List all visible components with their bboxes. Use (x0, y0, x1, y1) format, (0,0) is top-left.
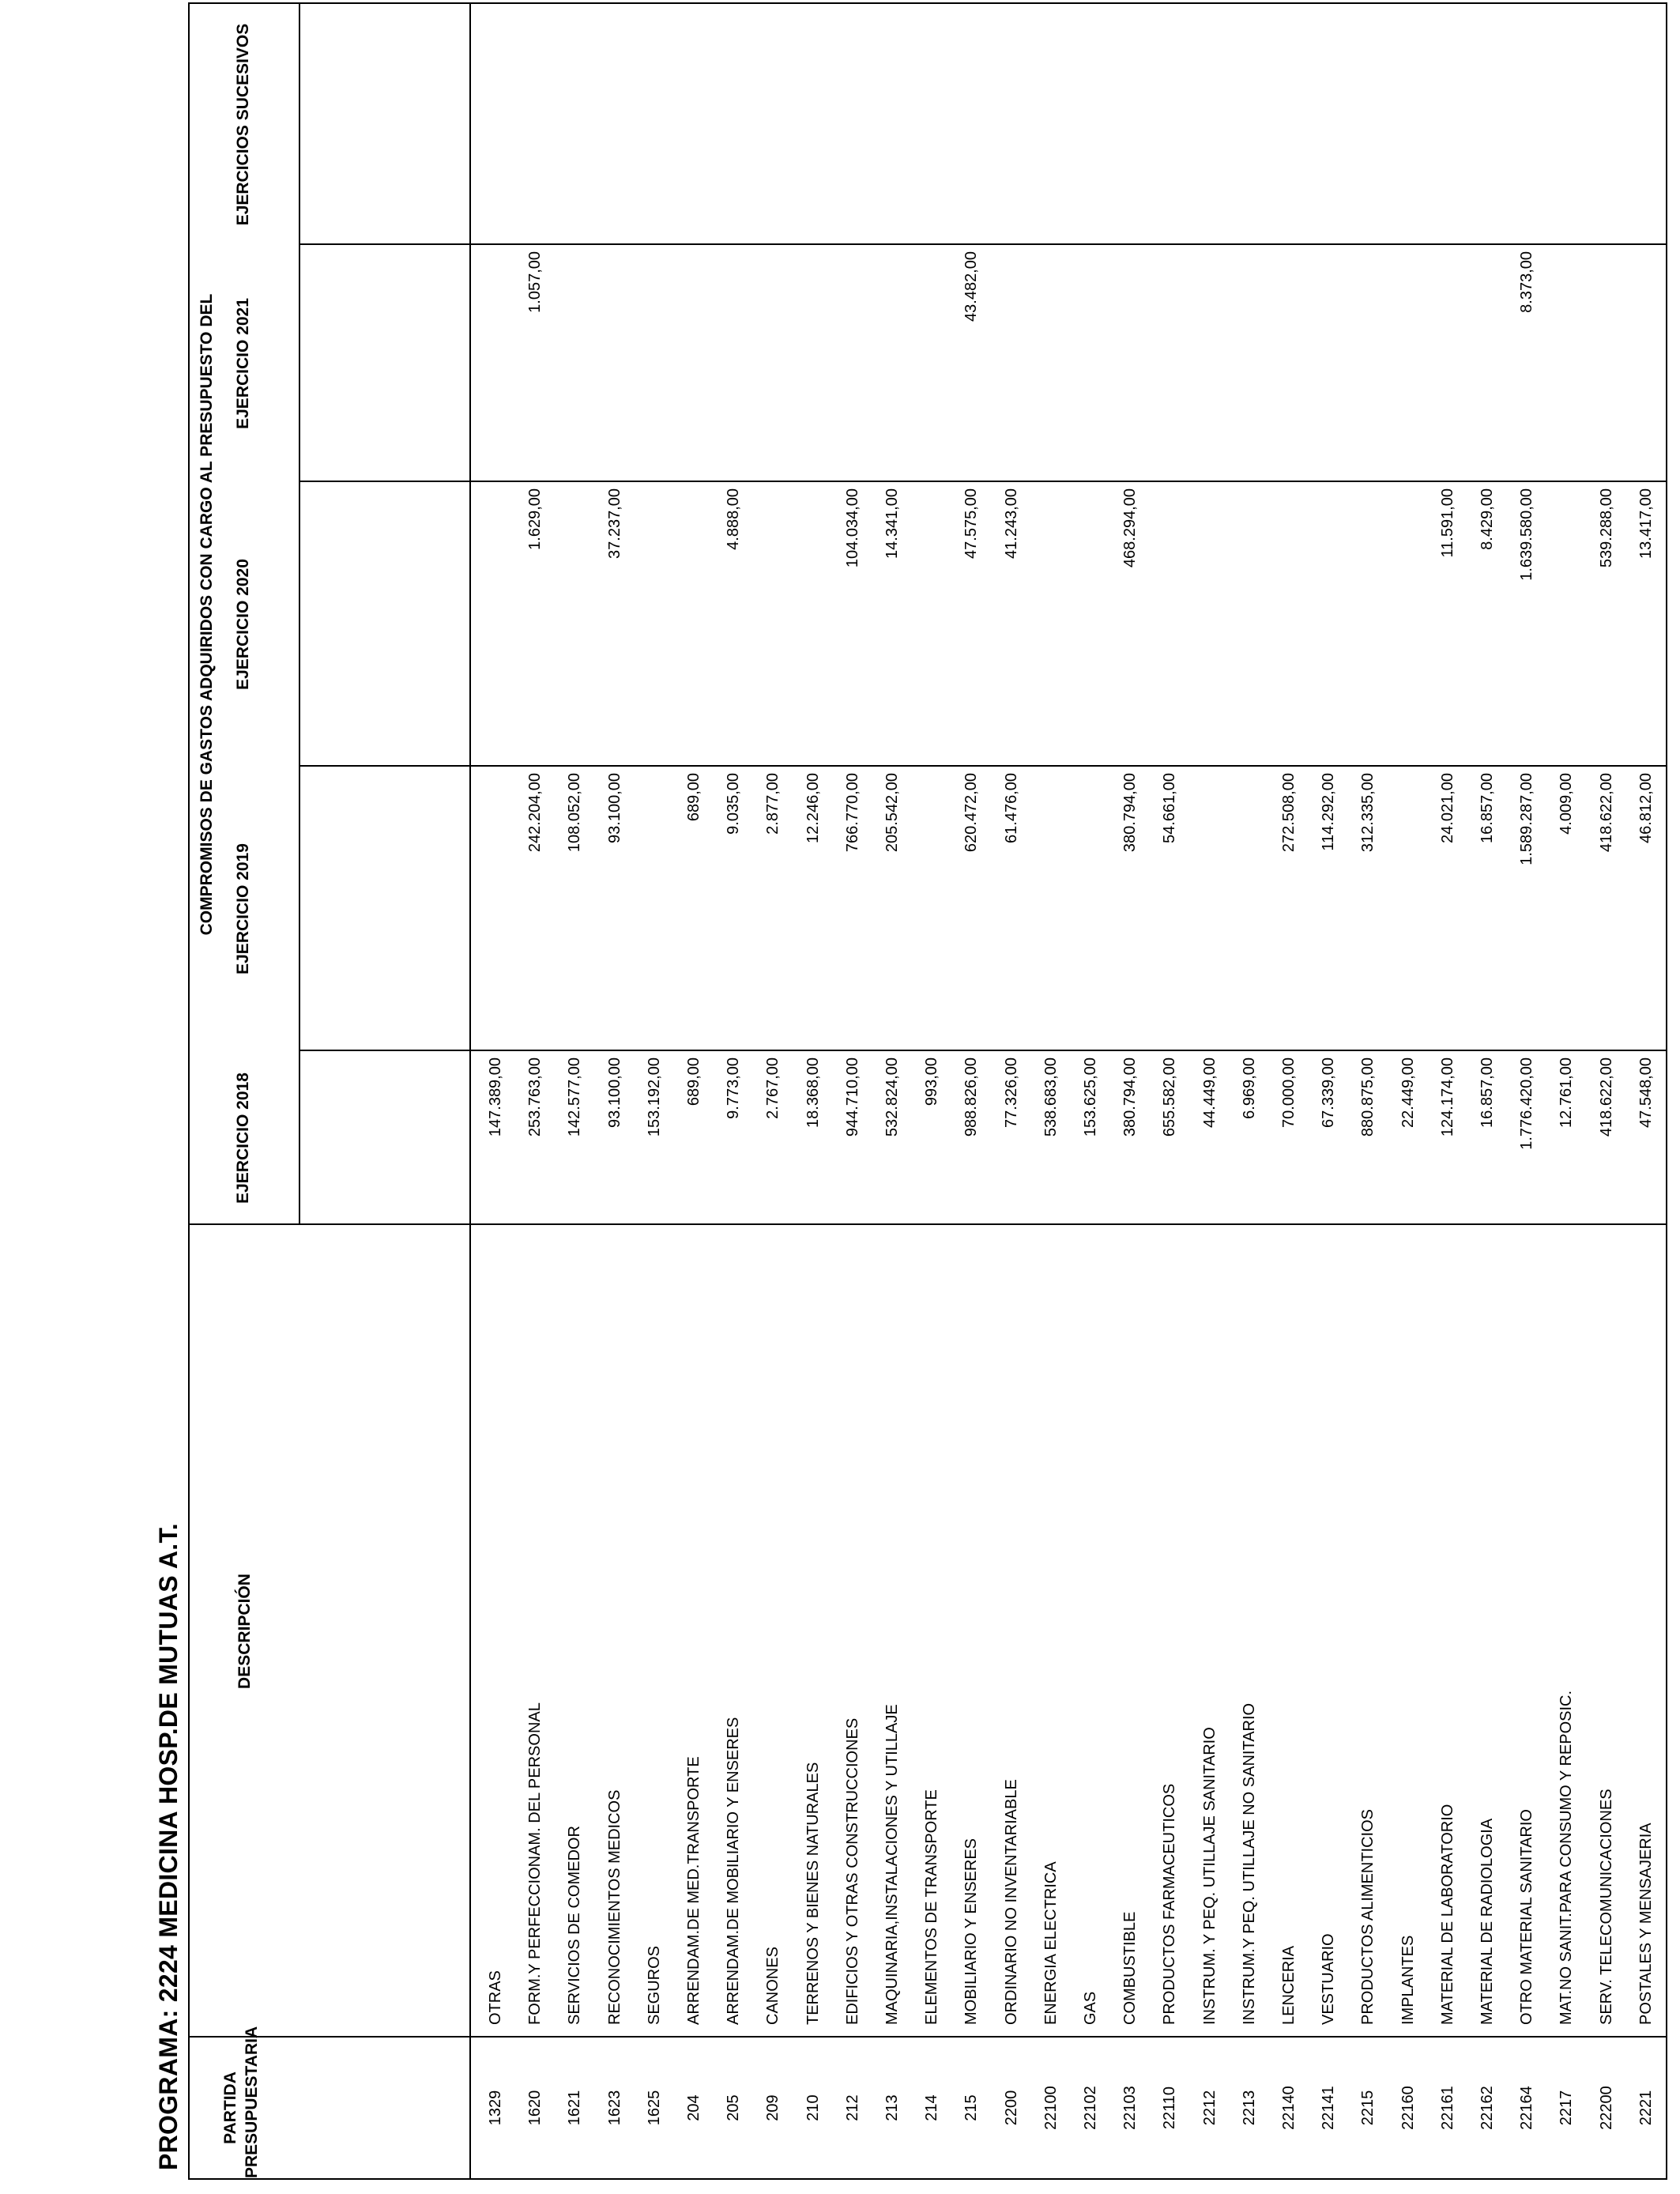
cell-ej2018: 70.000,00 (1280, 1057, 1298, 1128)
cell-descripcion: MAQUINARIA,INSTALACIONES Y UTILLAJE (883, 1704, 901, 2025)
cell-descripcion: COMBUSTIBLE (1121, 1911, 1139, 2025)
cell-ej2019: 46.812,00 (1637, 773, 1655, 843)
col-divider (299, 243, 1666, 245)
budget-table (188, 2, 1667, 2180)
cell-descripcion: ELEMENTOS DE TRANSPORTE (923, 1789, 940, 2025)
cell-ej2018: 12.761,00 (1558, 1057, 1575, 1128)
cell-ej2018: 124.174,00 (1439, 1057, 1456, 1137)
cell-partida: 22140 (1280, 2086, 1298, 2130)
cell-descripcion: PRODUCTOS FARMACEUTICOS (1161, 1783, 1178, 2025)
cell-ej2020: 539.288,00 (1598, 488, 1615, 568)
cell-descripcion: GAS (1082, 1991, 1099, 2025)
cell-partida: 213 (883, 2094, 901, 2121)
cell-partida: 22200 (1598, 2086, 1615, 2130)
cell-descripcion: ENERGIA ELECTRICA (1042, 1861, 1060, 2025)
cell-ej2018: 418.622,00 (1598, 1057, 1615, 1137)
cell-partida: 22100 (1042, 2086, 1060, 2130)
cell-ej2018: 77.326,00 (1003, 1057, 1020, 1128)
cell-partida: 22160 (1399, 2086, 1417, 2130)
cell-ej2020: 468.294,00 (1121, 488, 1139, 568)
cell-descripcion: INSTRUM.Y PEQ. UTILLAJE NO SANITARIO (1241, 1702, 1258, 2025)
cell-partida: 1625 (646, 2090, 663, 2126)
header-partida-line2: PRESUPUESTARIA (243, 2026, 261, 2178)
cell-descripcion: OTRO MATERIAL SANITARIO (1518, 1809, 1535, 2025)
cell-partida: 210 (804, 2094, 822, 2121)
header-partida-line1: PARTIDA (221, 2071, 239, 2144)
cell-partida: 209 (764, 2094, 782, 2121)
cell-ej2019: 689,00 (685, 773, 703, 822)
cell-partida: 22103 (1121, 2086, 1139, 2130)
cell-partida: 2215 (1359, 2090, 1377, 2126)
cell-ej2021: 1.057,00 (526, 251, 544, 313)
cell-ej2018: 6.969,00 (1241, 1057, 1258, 1119)
cell-ej2020: 41.243,00 (1003, 488, 1020, 559)
cell-ej2019: 9.035,00 (725, 773, 742, 835)
cell-ej2020: 1.629,00 (526, 488, 544, 550)
col-divider (299, 765, 1666, 767)
cell-partida: 2200 (1003, 2090, 1020, 2126)
cell-descripcion: MATERIAL DE RADIOLOGIA (1478, 1818, 1496, 2025)
cell-ej2019: 114.292,00 (1320, 773, 1337, 851)
cell-ej2018: 18.368,00 (804, 1057, 822, 1128)
header-ejercicio-2020: EJERCICIO 2020 (234, 559, 252, 690)
cell-descripcion: SERV. TELECOMUNICACIONES (1598, 1789, 1615, 2025)
cell-ej2020: 11.591,00 (1439, 488, 1456, 558)
cell-ej2018: 1.776.420,00 (1518, 1057, 1535, 1150)
cell-ej2019: 312.335,00 (1359, 773, 1377, 853)
header-ejercicio-2021: EJERCICIO 2021 (234, 298, 252, 429)
cell-partida: 2212 (1201, 2090, 1219, 2126)
cell-ej2020: 14.341,00 (883, 488, 901, 559)
cell-ej2020: 37.237,00 (606, 488, 623, 559)
cell-descripcion: MATERIAL DE LABORATORIO (1439, 1804, 1456, 2025)
cell-partida: 1623 (606, 2090, 623, 2126)
cell-partida: 214 (923, 2094, 940, 2121)
cell-partida: 1329 (487, 2090, 504, 2126)
cell-descripcion: LENCERIA (1280, 1945, 1298, 2025)
cell-ej2018: 880.875,00 (1359, 1057, 1377, 1137)
cell-ej2018: 655.582,00 (1161, 1057, 1178, 1137)
cell-descripcion: RECONOCIMIENTOS MEDICOS (606, 1789, 623, 2025)
cell-ej2018: 142.577,00 (566, 1057, 583, 1137)
cell-ej2018: 532.824,00 (883, 1057, 901, 1137)
cell-partida: 2213 (1241, 2090, 1258, 2126)
row-divider (469, 4, 471, 2178)
cell-ej2019: 272.508,00 (1280, 773, 1298, 853)
cell-ej2019: 24.021,00 (1439, 773, 1456, 843)
cell-descripcion: CANONES (764, 1947, 782, 2025)
cell-ej2019: 1.589.287,00 (1518, 773, 1535, 865)
cell-descripcion: VESTUARIO (1320, 1933, 1337, 2025)
page-title: PROGRAMA: 2224 MEDICINA HOSP.DE MUTUAS A.T. (154, 1523, 183, 2170)
cell-ej2020: 104.034,00 (844, 488, 861, 568)
cell-ej2018: 380.794,00 (1121, 1057, 1139, 1137)
cell-ej2018: 93.100,00 (606, 1057, 623, 1128)
cell-partida: 204 (685, 2094, 703, 2121)
cell-ej2019: 108.052,00 (566, 773, 583, 853)
cell-ej2019: 418.622,00 (1598, 773, 1615, 853)
cell-descripcion: SERVICIOS DE COMEDOR (566, 1826, 583, 2025)
cell-partida: 22110 (1161, 2086, 1178, 2130)
cell-descripcion: ARRENDAM.DE MED.TRANSPORTE (685, 1756, 703, 2025)
cell-descripcion: PRODUCTOS ALIMENTICIOS (1359, 1808, 1377, 2025)
cell-descripcion: INSTRUM. Y PEQ. UTILLAJE SANITARIO (1201, 1727, 1219, 2025)
cell-ej2021: 8.373,00 (1518, 251, 1535, 313)
cell-ej2019: 620.472,00 (962, 773, 980, 853)
col-divider (299, 481, 1666, 482)
cell-ej2019: 2.877,00 (764, 773, 782, 835)
header-ejercicios-sucesivos: EJERCICIOS SUCESIVOS (234, 23, 252, 226)
cell-descripcion: IMPLANTES (1399, 1935, 1417, 2025)
cell-ej2020: 13.417,00 (1637, 488, 1655, 559)
cell-ej2018: 2.767,00 (764, 1057, 782, 1119)
cell-ej2019: 4.009,00 (1558, 773, 1575, 835)
header-partida (220, 2026, 262, 2178)
cell-descripcion: OTRAS (487, 1970, 504, 2025)
cell-partida: 22141 (1320, 2086, 1337, 2130)
cell-descripcion: TERRENOS Y BIENES NATURALES (804, 1762, 822, 2025)
cell-ej2019: 12.246,00 (804, 773, 822, 843)
cell-descripcion: MOBILIARIO Y ENSERES (962, 1838, 980, 2025)
cell-ej2018: 147.389,00 (487, 1057, 504, 1137)
cell-ej2018: 22.449,00 (1399, 1057, 1417, 1128)
row-divider (299, 4, 300, 1225)
cell-ej2018: 9.773,00 (725, 1057, 742, 1119)
cell-ej2019: 205.542,00 (883, 773, 901, 853)
cell-partida: 2217 (1558, 2090, 1575, 2126)
cell-partida: 2221 (1637, 2090, 1655, 2126)
cell-ej2018: 153.192,00 (646, 1057, 663, 1137)
cell-ej2018: 253.763,00 (526, 1057, 544, 1137)
cell-ej2018: 153.625,00 (1082, 1057, 1099, 1137)
cell-partida: 22102 (1082, 2086, 1099, 2130)
cell-ej2019: 766.770,00 (844, 773, 861, 853)
cell-ej2018: 47.548,00 (1637, 1057, 1655, 1128)
cell-ej2018: 44.449,00 (1201, 1057, 1219, 1128)
cell-partida: 1621 (566, 2090, 583, 2126)
cell-ej2018: 944.710,00 (844, 1057, 861, 1137)
header-ejercicio-2018: EJERCICIO 2018 (234, 1072, 252, 1204)
cell-ej2020: 8.429,00 (1478, 488, 1496, 550)
cell-ej2021: 43.482,00 (962, 251, 980, 322)
cell-descripcion: EDIFICIOS Y OTRAS CONSTRUCCIONES (844, 1717, 861, 2025)
cell-partida: 215 (962, 2094, 980, 2121)
cell-ej2018: 16.857,00 (1478, 1057, 1496, 1128)
cell-ej2019: 380.794,00 (1121, 773, 1139, 853)
cell-ej2018: 67.339,00 (1320, 1057, 1337, 1128)
cell-partida: 212 (844, 2094, 861, 2121)
cell-descripcion: ORDINARIO NO INVENTARIABLE (1003, 1779, 1020, 2025)
cell-descripcion: ARRENDAM.DE MOBILIARIO Y ENSERES (725, 1717, 742, 2025)
cell-ej2020: 47.575,00 (962, 488, 980, 559)
cell-partida: 22161 (1439, 2086, 1456, 2130)
cell-ej2019: 16.857,00 (1478, 773, 1496, 843)
cell-ej2019: 242.204,00 (526, 773, 544, 853)
cell-partida: 205 (725, 2094, 742, 2121)
cell-descripcion: POSTALES Y MENSAJERIA (1637, 1823, 1655, 2025)
cell-partida: 22162 (1478, 2086, 1496, 2130)
cell-ej2019: 61.476,00 (1003, 773, 1020, 843)
cell-descripcion: FORM.Y PERFECCIONAM. DEL PERSONAL (526, 1702, 544, 2025)
cell-ej2019: 54.661,00 (1161, 773, 1178, 843)
cell-descripcion: MAT.NO SANIT.PARA CONSUMO Y REPOSIC. (1558, 1690, 1575, 2025)
cell-ej2019: 93.100,00 (606, 773, 623, 843)
header-compromisos: COMPROMISOS DE GASTOS ADQUIRIDOS CON CARGO AL PRESUPUESTO DEL (198, 293, 216, 936)
cell-ej2020: 1.639.580,00 (1518, 488, 1535, 581)
cell-descripcion: SEGUROS (646, 1945, 663, 2025)
cell-ej2018: 538.683,00 (1042, 1057, 1060, 1137)
cell-partida: 22164 (1518, 2086, 1535, 2130)
header-ejercicio-2019: EJERCICIO 2019 (234, 843, 252, 974)
cell-ej2018: 988.826,00 (962, 1057, 980, 1137)
cell-ej2018: 993,00 (923, 1057, 940, 1106)
header-descripcion: DESCRIPCIÓN (235, 1574, 254, 1689)
cell-ej2018: 689,00 (685, 1057, 703, 1106)
cell-ej2020: 4.888,00 (725, 488, 742, 550)
cell-partida: 1620 (526, 2090, 544, 2126)
col-divider (299, 1050, 1666, 1051)
